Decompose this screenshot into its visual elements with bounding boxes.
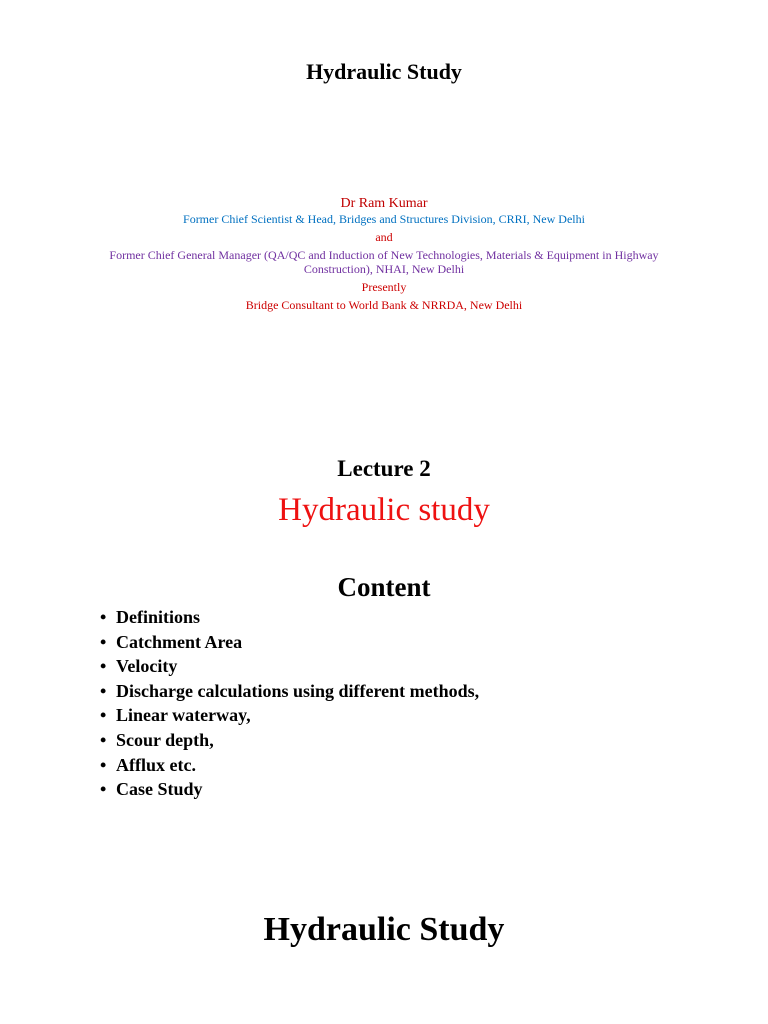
author-name: Dr Ram Kumar bbox=[340, 196, 428, 211]
next-slide-title: Hydraulic Study bbox=[263, 911, 505, 948]
content-list-item bbox=[100, 654, 479, 679]
content-list-item bbox=[100, 679, 479, 704]
bullet-icon: • bbox=[100, 705, 107, 726]
content-list-item-label: Catchment Area bbox=[116, 631, 243, 652]
author-affiliation-2: Former Chief General Manager (QA/QC and Induction of New Technologies, Materials & Equipment in Highway Construction), NHAI, New Delhi bbox=[109, 248, 659, 276]
content-list-item bbox=[100, 753, 479, 778]
bullet-icon: • bbox=[100, 631, 107, 652]
lecture-title: Hydraulic study bbox=[278, 492, 490, 528]
content-heading: Content bbox=[337, 572, 431, 602]
content-list-item bbox=[100, 630, 479, 655]
content-list-item-label: Scour depth, bbox=[116, 729, 214, 750]
author-block bbox=[100, 195, 668, 312]
content-list-item-label: Case Study bbox=[116, 779, 203, 800]
bullet-icon: • bbox=[100, 607, 107, 627]
bullet-icon: • bbox=[100, 680, 107, 701]
content-list-item-label: Velocity bbox=[116, 656, 178, 677]
content-list-item-label: Linear waterway, bbox=[116, 705, 251, 726]
content-list-item-label: Definitions bbox=[116, 607, 201, 627]
content-list-item bbox=[100, 728, 479, 753]
author-affiliation-1: Former Chief Scientist & Head, Bridges and Structures Division, CRRI, New Delhi bbox=[183, 212, 585, 226]
content-list-item-label: Discharge calculations using different methods, bbox=[116, 680, 480, 701]
author-presently-label: Presently bbox=[361, 280, 407, 294]
bullet-icon: • bbox=[100, 754, 107, 775]
page-title: Hydraulic Study bbox=[306, 59, 462, 84]
author-conjunction: and bbox=[375, 230, 393, 244]
content-list-item-label: Afflux etc. bbox=[116, 754, 196, 775]
lecture-number: Lecture 2 bbox=[337, 456, 431, 481]
content-list-item bbox=[100, 605, 479, 630]
bullet-icon: • bbox=[100, 729, 107, 750]
content-list bbox=[100, 605, 479, 802]
content-list-item bbox=[100, 777, 479, 802]
bullet-icon: • bbox=[100, 656, 107, 677]
content-list-item bbox=[100, 703, 479, 728]
bullet-icon: • bbox=[100, 779, 107, 800]
author-affiliation-3: Bridge Consultant to World Bank & NRRDA, New Delhi bbox=[245, 298, 523, 312]
